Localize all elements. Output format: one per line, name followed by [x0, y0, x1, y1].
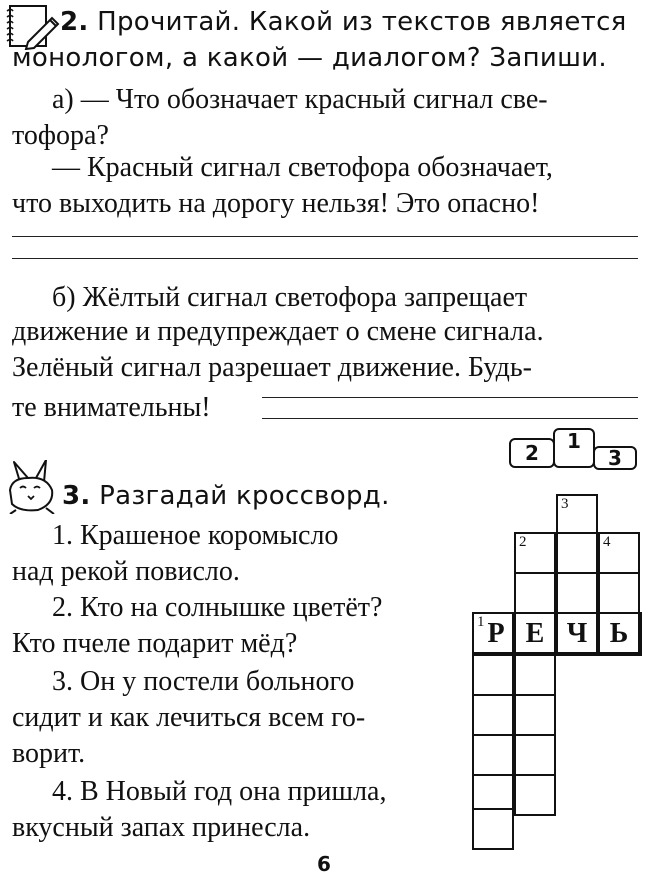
crossword-letter: Р [487, 618, 505, 649]
riddle-4-line1: 4. В Новый год она пришла, [52, 776, 387, 807]
text-b-line3: Зелёный сигнал разрешает движение. Будь- [12, 352, 532, 383]
crossword-cell[interactable] [472, 734, 514, 776]
text-a-line3: — Красный сигнал светофора обозначает, [52, 152, 553, 183]
answer-line-3a[interactable] [262, 397, 638, 398]
crossword-cell-filled[interactable] [514, 612, 556, 654]
riddle-3-line2: сидит и как лечиться всем го- [12, 702, 366, 733]
crossword-number-1: 1 [477, 614, 485, 630]
text-b-line4: те внимательны! [12, 392, 211, 423]
crossword-letter: Е [525, 618, 545, 649]
podium-second-place: 2 [509, 438, 555, 468]
crossword-cell-filled[interactable] [556, 612, 598, 654]
crossword-cell[interactable] [514, 532, 556, 574]
riddle-3-line3: ворит. [12, 738, 86, 769]
answer-line-1[interactable] [12, 236, 638, 237]
answer-line-2[interactable] [12, 258, 638, 259]
riddle-1-line1: 1. Крашеное коромысло [52, 520, 339, 551]
crossword-number-3: 3 [561, 496, 569, 512]
crossword-cell-filled[interactable] [472, 612, 514, 654]
crossword-cell[interactable] [472, 694, 514, 736]
crossword-cell[interactable] [514, 734, 556, 776]
text-a-line1: а) — Что обозначает красный сигнал све- [52, 84, 548, 115]
task2-instruction-line2: монологом, а какой — диалогом? Запиши. [12, 43, 607, 73]
crossword-number-2: 2 [519, 534, 527, 550]
riddle-4-line2: вкусный запах принесла. [12, 812, 311, 843]
text-b-line1: б) Жёлтый сигнал светофора запрещает [52, 282, 528, 313]
task3-instruction: 3. Разгадай кроссворд. [62, 481, 390, 511]
crossword-number-4: 4 [603, 534, 611, 550]
crossword-cell[interactable] [556, 572, 598, 614]
text-a-line2: тофора? [12, 120, 109, 151]
riddle-1-line2: над рекой повисло. [12, 556, 240, 587]
crossword-cell[interactable] [514, 572, 556, 614]
crossword-cell-filled[interactable] [598, 612, 640, 654]
riddle-3-line1: 3. Он у постели больного [52, 666, 355, 697]
crossword-cell[interactable] [472, 808, 514, 850]
rabbit-icon [6, 460, 60, 514]
riddle-2-line2: Кто пчеле подарит мёд? [12, 628, 298, 659]
crossword-letter: Ь [609, 618, 629, 649]
text-a-line4: что выходить на дорогу нельзя! Это опасно! [12, 188, 540, 219]
podium-first-place: 1 [553, 428, 595, 468]
text-b-line2: движение и предупреждает о смене сигнала. [12, 316, 544, 347]
crossword-cell[interactable] [556, 532, 598, 574]
task3-number: 3. [62, 481, 91, 511]
crossword-cell[interactable] [598, 532, 640, 574]
crossword-cell[interactable] [556, 494, 598, 536]
podium-third-place: 3 [593, 446, 637, 470]
crossword-cell[interactable] [514, 694, 556, 736]
answer-line-3b[interactable] [262, 418, 638, 419]
crossword-cell[interactable] [472, 654, 514, 696]
riddle-2-line1: 2. Кто на солнышке цветёт? [52, 592, 383, 623]
task2-number: 2. [60, 7, 89, 37]
task2-instruction-line1: 2. Прочитай. Какой из текстов является [60, 7, 627, 37]
crossword-letter: Ч [566, 618, 588, 649]
crossword-cell[interactable] [514, 654, 556, 696]
page-number: 6 [317, 852, 331, 876]
crossword-cell[interactable] [514, 774, 556, 816]
crossword-cell[interactable] [598, 572, 640, 614]
